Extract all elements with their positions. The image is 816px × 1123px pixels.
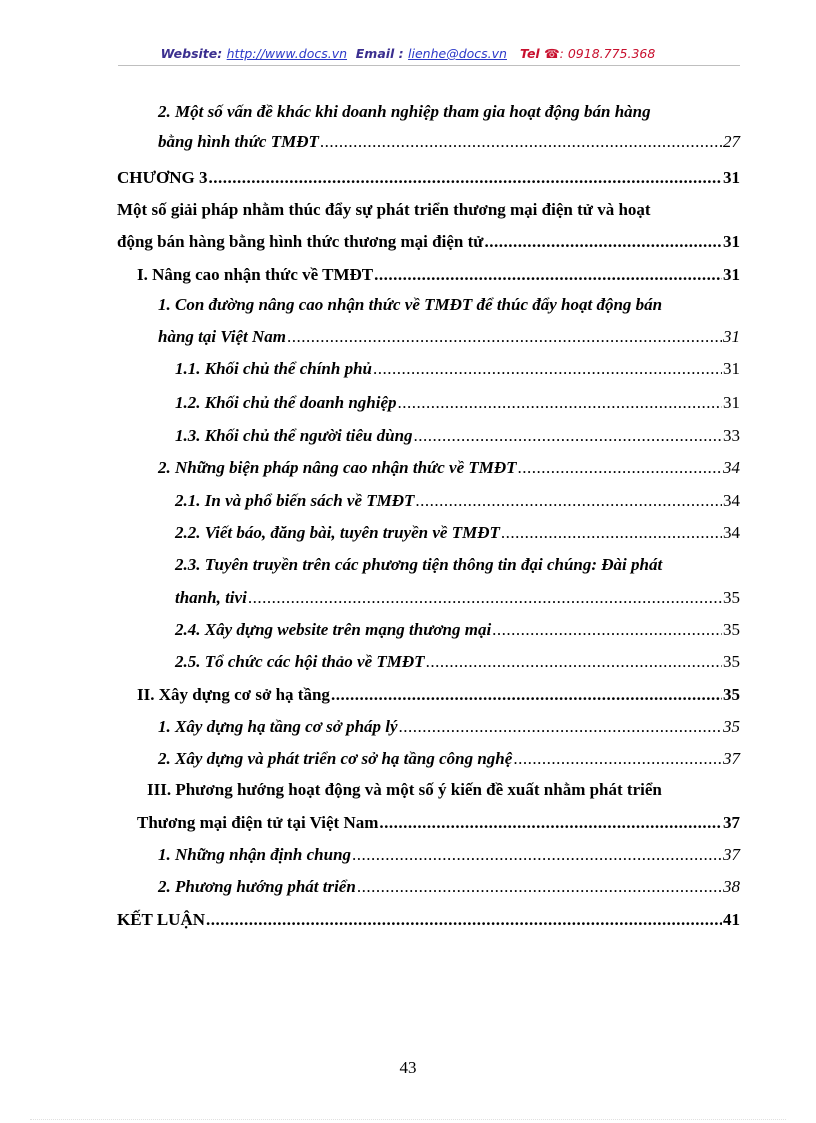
toc-entry[interactable]: động bán hàng bằng hình thức thương mại điện tử ..... 31 xyxy=(117,230,740,254)
page-number: 43 xyxy=(399,1058,417,1077)
website-label: Website: xyxy=(160,46,223,61)
toc-entry: 1. Con đường nâng cao nhận thức về TMĐT để thúc đẩy hoạt động bán xyxy=(158,295,663,314)
phone-number: : 0918.775.368 xyxy=(559,46,656,61)
toc-entry[interactable]: 2.5. Tổ chức các hội thảo về TMĐT ..... 35 xyxy=(175,650,740,674)
toc-entry[interactable]: thanh, tivi ..... 35 xyxy=(175,586,740,610)
email-label: Email : xyxy=(355,46,404,61)
tel-label: Tel xyxy=(520,46,540,61)
toc-entry[interactable]: 2. Phương hướng phát triển ..... 38 xyxy=(158,875,740,899)
toc-entry[interactable]: 1. Xây dựng hạ tầng cơ sở pháp lý ..... 35 xyxy=(158,715,740,739)
toc-entry[interactable]: I. Nâng cao nhận thức về TMĐT ..... 31 xyxy=(137,263,740,287)
website-link[interactable]: http://www.docs.vn xyxy=(226,46,348,61)
toc-entry: III. Phương hướng hoạt động và một số ý kiến đề xuất nhằm phát triển xyxy=(147,780,662,799)
toc-entry[interactable]: 2. Xây dựng và phát triển cơ sở hạ tầng công nghệ ..... 37 xyxy=(158,747,740,771)
toc-entry: 2.3. Tuyên truyền trên các phương tiện thông tin đại chúng: Đài phát xyxy=(175,555,663,574)
toc-entry[interactable]: 2.1. In và phổ biến sách về TMĐT ..... 34 xyxy=(175,489,740,513)
toc-entry[interactable]: 1.2. Khối chủ thể doanh nghiệp ..... 31 xyxy=(175,391,740,415)
toc-entry[interactable]: 1. Những nhận định chung ..... 37 xyxy=(158,843,740,867)
toc-entry[interactable]: II. Xây dựng cơ sở hạ tầng ..... 35 xyxy=(137,683,740,707)
toc-entry[interactable]: KẾT LUẬN ..... 41 xyxy=(117,908,740,932)
toc-entry: Một số giải pháp nhằm thúc đẩy sự phát triển thương mại điện tử và hoạt xyxy=(117,200,651,219)
footer-divider xyxy=(30,1119,786,1120)
page-header xyxy=(0,46,816,61)
toc-entry[interactable]: bằng hình thức TMĐT ..... 27 xyxy=(158,130,740,154)
toc-entry[interactable]: 2. Những biện pháp nâng cao nhận thức về TMĐT ..... 34 xyxy=(158,456,740,480)
toc-entry[interactable]: 1.3. Khối chủ thể người tiêu dùng ..... 33 xyxy=(175,424,740,448)
header-divider xyxy=(118,65,740,66)
toc-entry[interactable]: Thương mại điện tử tại Việt Nam ..... 37 xyxy=(137,811,740,835)
toc-entry[interactable]: 2.2. Viết báo, đăng bài, tuyên truyền về TMĐT ..... 34 xyxy=(175,521,740,545)
email-link[interactable]: lienhe@docs.vn xyxy=(408,46,507,61)
toc-entry: 2. Một số vấn đề khác khi doanh nghiệp tham gia hoạt động bán hàng xyxy=(158,102,651,121)
toc-entry[interactable]: 1.1. Khối chủ thể chính phủ ..... 31 xyxy=(175,357,740,381)
toc-entry[interactable]: CHƯƠNG 3 ..... 31 xyxy=(117,166,740,190)
toc-entry[interactable]: 2.4. Xây dựng website trên mạng thương mại ..... 35 xyxy=(175,618,740,642)
phone-icon: ☎ xyxy=(544,46,560,61)
toc-entry[interactable]: hàng tại Việt Nam ..... 31 xyxy=(158,325,740,349)
